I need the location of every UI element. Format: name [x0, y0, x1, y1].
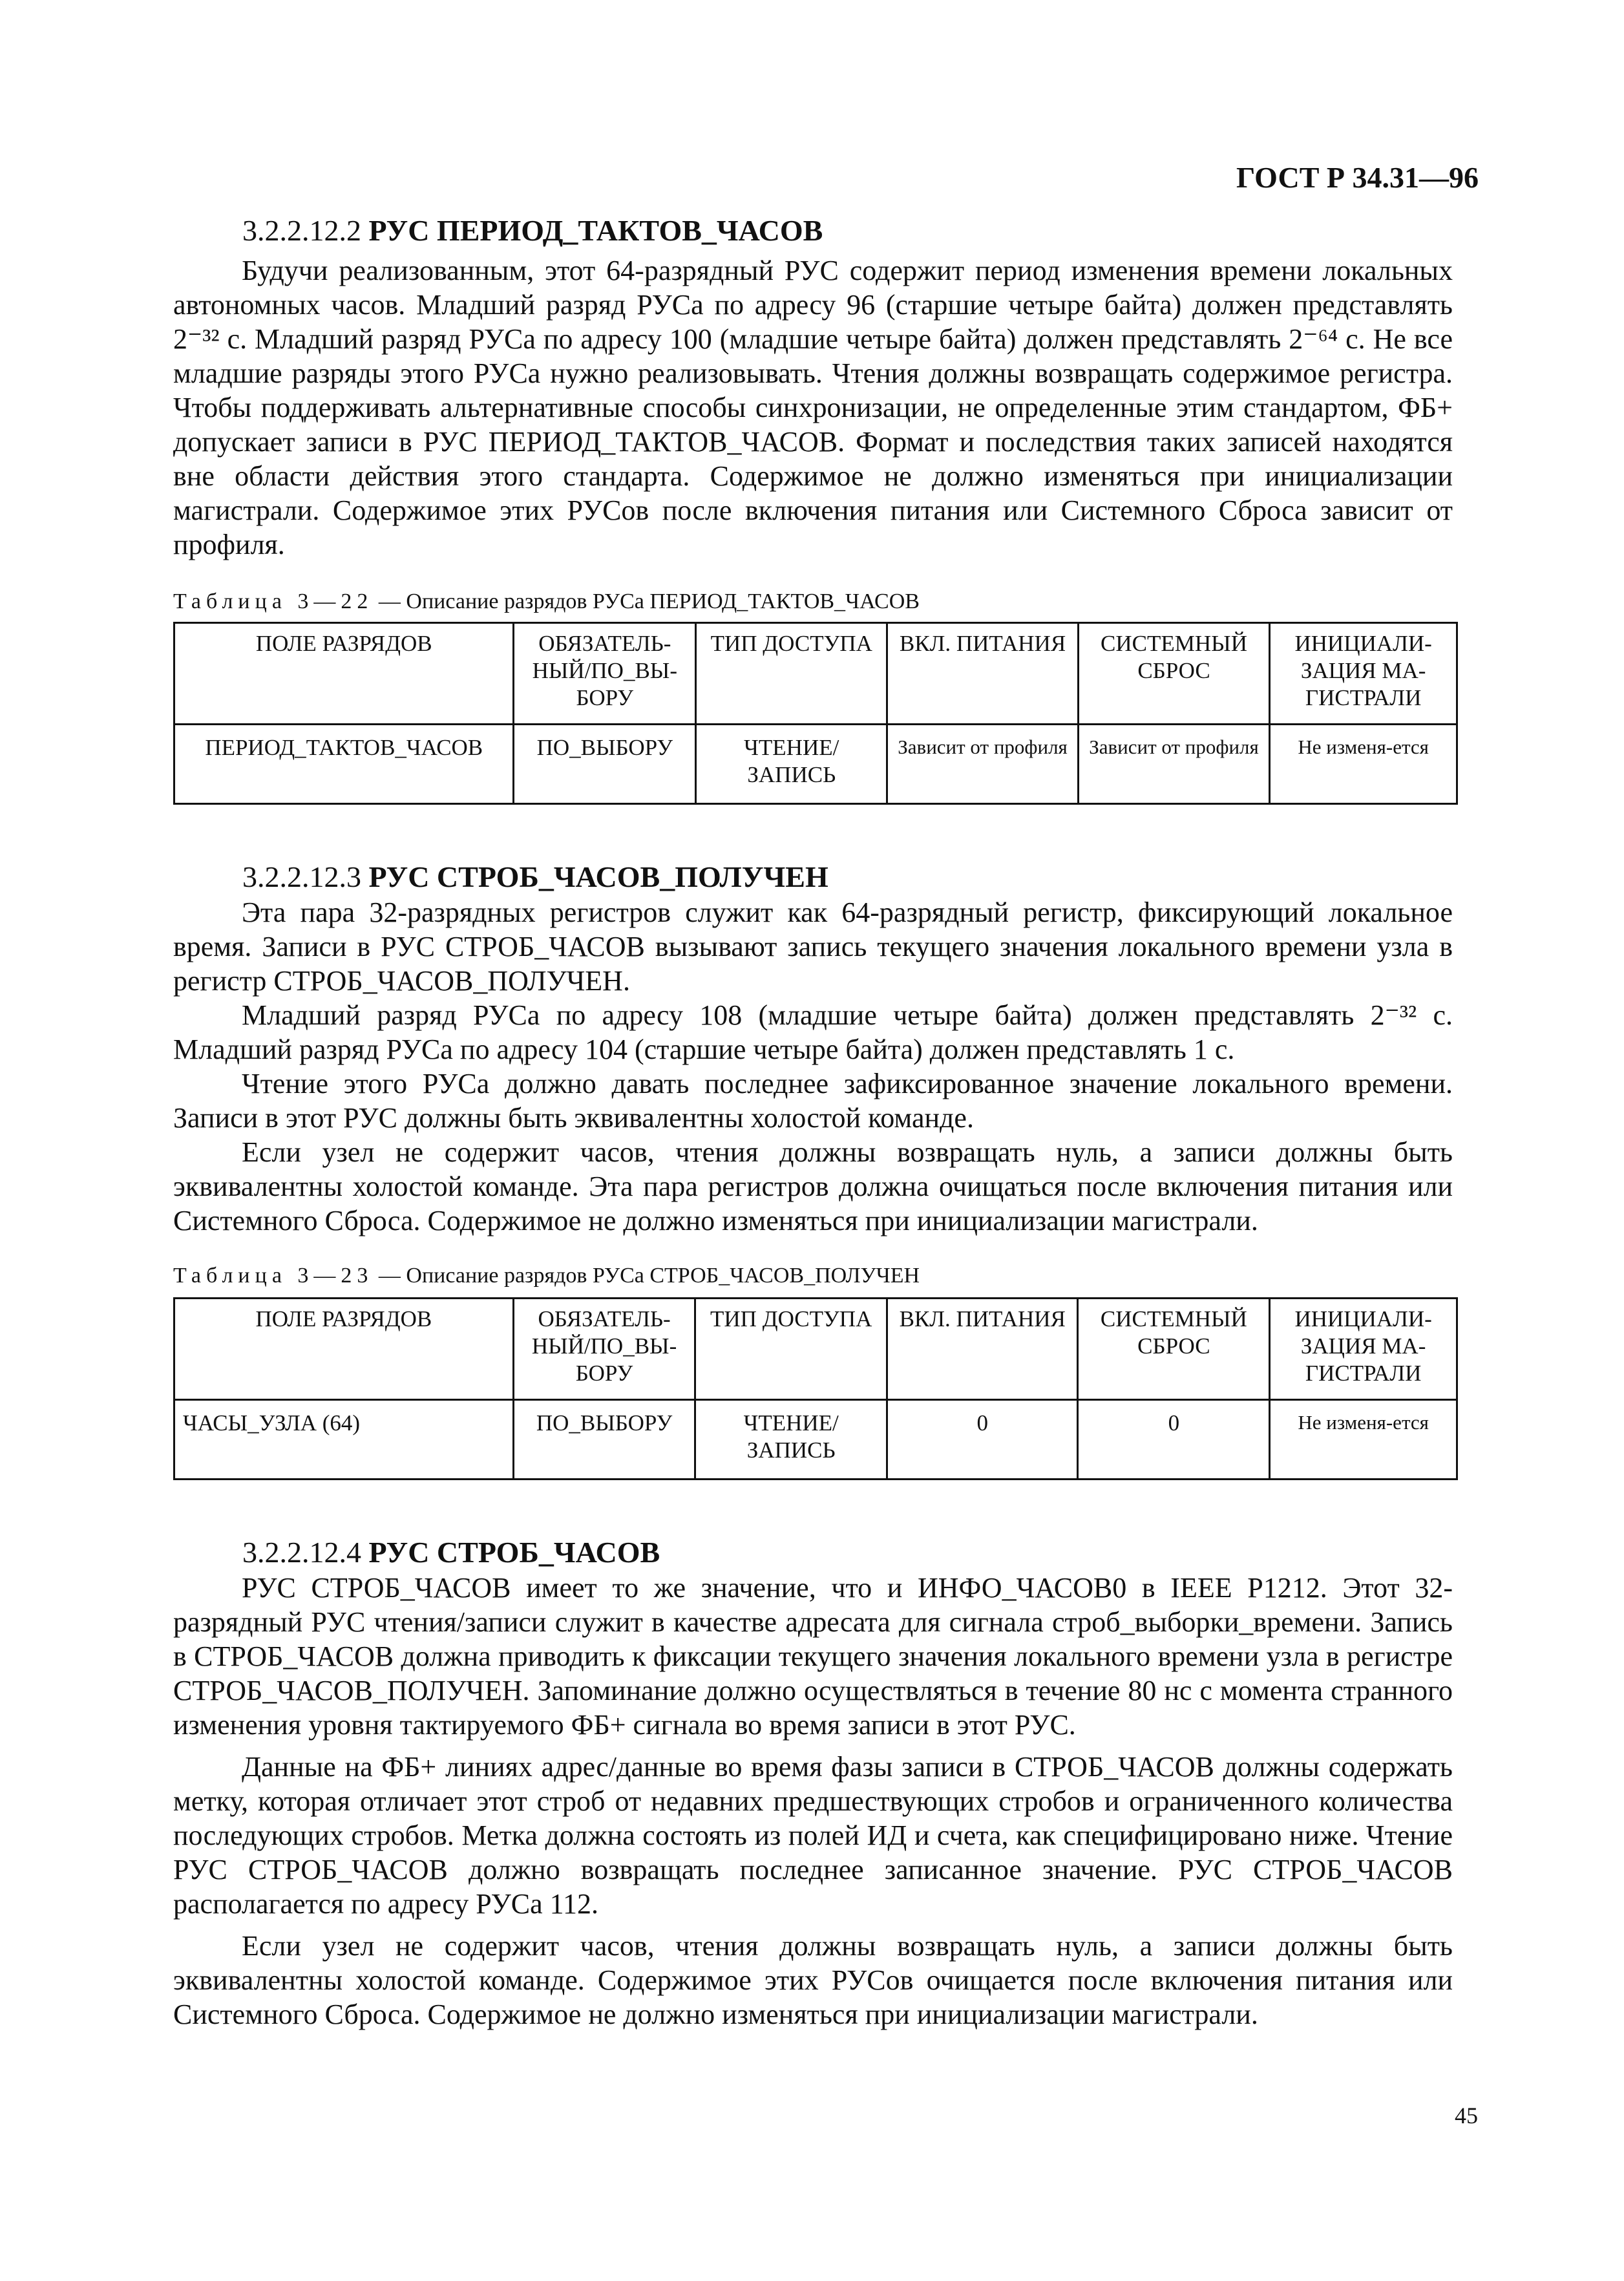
table-header-row — [174, 623, 1457, 725]
table-header-cell: ТИП ДОСТУПА — [695, 1299, 887, 1400]
table-header-cell: ИНИЦИАЛИ-ЗАЦИЯ МА-ГИСТРАЛИ — [1270, 1299, 1457, 1400]
table-header-cell: ПОЛЕ РАЗРЯДОВ — [174, 623, 514, 725]
section-body — [173, 895, 1453, 1238]
section-body — [173, 253, 1453, 562]
paragraph: Эта пара 32-разрядных регистров служит как 64-разрядный регистр, фиксирующий локальное время. Записи в РУС СТРОБ_ЧАСОВ вызывают запись текущего значения локального времени узла в регистр СТРОБ_ЧАСОВ_ПОЛУЧЕН. — [173, 896, 1453, 997]
table-header-cell: ОБЯЗАТЕЛЬ-НЫЙ/ПО_ВЫ-БОРУ — [513, 1299, 695, 1400]
paragraph: РУС СТРОБ_ЧАСОВ имеет то же значение, что и ИНФО_ЧАСОВ0 в IEEE P1212. Этот 32-разрядный РУС чтения/записи служит в качестве адресата для сигнала строб_выборки_времени. Запись в СТРОБ_ЧАСОВ должна приводить к фиксации текущего значения локального времени узла в регистре СТРОБ_ЧАСОВ_ПОЛУЧЕН. Запоминание должно осуществляться в течение 80 нс с момента странного изменения уровня тактируемого ФБ+ сигнала во время записи в этот РУС. — [173, 1572, 1453, 1741]
paragraph: Будучи реализованным, этот 64-разрядный РУС содержит период изменения времени локальных автономных часов. Младший разряд РУСа по адресу 96 (старшие четыре байта) должен представлять 2⁻³² с. Младший разряд РУСа по адресу 100 (младшие четыре байта) должен представлять 2⁻⁶⁴ с. Не все младшие разряды этого РУСа нужно реализовывать. Чтения должны возвращать содержимое регистра. Чтобы поддерживать альтернативные способы синхронизации, не определенные этим стандартом, ФБ+ допускает записи в РУС ПЕРИОД_ТАКТОВ_ЧАСОВ. Формат и последствия таких записей находятся вне области действия этого стандарта. Содержимое не должно изменяться при инициализации магистрали. Содержимое этих РУСов после включения питания или Системного Сброса зависит от профиля. — [173, 255, 1453, 560]
section-number: 3.2.2.12.2 — [242, 214, 361, 247]
paragraph: Если узел не содержит часов, чтения должны возвращать нуль, а записи должны быть эквивалентны холостой команде. Содержимое этих РУСов очищается после включения питания или Системного Сброса. Содержимое не должно изменяться при инициализации магистрали. — [173, 1930, 1453, 2030]
paragraph: Данные на ФБ+ линиях адрес/данные во время фазы записи в СТРОБ_ЧАСОВ должны содержать метку, которая отличает этот строб от недавних предшествующих стробов и ограниченного количества последующих стробов. Метка должна состоять из полей ИД и счета, как специфицировано ниже. Чтение РУС СТРОБ_ЧАСОВ должно возвращать последнее записанное значение. РУС СТРОБ_ЧАСОВ располагается по адресу РУСа 112. — [173, 1751, 1453, 1920]
register-table — [173, 1297, 1458, 1480]
table-header-cell: СИСТЕМНЫЙ СБРОС — [1078, 623, 1270, 725]
table-caption — [173, 1264, 920, 1288]
table-cell: Зависит от профиля — [1078, 725, 1270, 804]
register-table — [173, 622, 1458, 805]
table-cell: Зависит от профиля — [887, 725, 1078, 804]
table-header-cell: ТИП ДОСТУПА — [696, 623, 887, 725]
section-title: РУС ПЕРИОД_ТАКТОВ_ЧАСОВ — [368, 214, 823, 247]
section-heading — [242, 860, 828, 894]
section-heading — [242, 1535, 660, 1569]
table-header-cell: ВКЛ. ПИТАНИЯ — [887, 623, 1078, 725]
table-cell: ЧТЕНИЕ/ ЗАПИСЬ — [695, 1400, 887, 1480]
section-title: РУС СТРОБ_ЧАСОВ — [368, 1536, 660, 1569]
table-cell: 0 — [1078, 1400, 1270, 1480]
table-header-cell: ОБЯЗАТЕЛЬ-НЫЙ/ПО_ВЫ-БОРУ — [514, 623, 696, 725]
table-cell: ПО_ВЫБОРУ — [513, 1400, 695, 1480]
table-caption-text: — Описание разрядов РУСа ПЕРИОД_ТАКТОВ_ЧАСОВ — [373, 589, 920, 613]
paragraph: Младший разряд РУСа по адресу 108 (младшие четыре байта) должен представлять 2⁻³² с. Младший разряд РУСа по адресу 104 (старшие четыре байта) должен представлять 1 с. — [173, 999, 1453, 1065]
table-row — [174, 725, 1457, 804]
document-header: ГОСТ Р 34.31—96 — [1236, 161, 1479, 194]
table-caption-text: — Описание разрядов РУСа СТРОБ_ЧАСОВ_ПОЛУЧЕН — [373, 1264, 920, 1288]
section-number: 3.2.2.12.3 — [242, 860, 361, 893]
section-body — [173, 1571, 1453, 2032]
table-cell: ПО_ВЫБОРУ — [514, 725, 696, 804]
paragraph: Чтение этого РУСа должно давать последнее зафиксированное значение локального времени. Записи в этот РУС должны быть эквивалентны холостой команде. — [173, 1068, 1453, 1134]
table-header-cell: СИСТЕМНЫЙ СБРОС — [1078, 1299, 1270, 1400]
table-cell: ПЕРИОД_ТАКТОВ_ЧАСОВ — [174, 725, 514, 804]
table-header-row — [174, 1299, 1457, 1400]
table-cell: ЧАСЫ_УЗЛА (64) — [174, 1400, 514, 1480]
table-cell: Не изменя-ется — [1270, 1400, 1457, 1480]
paragraph: Если узел не содержит часов, чтения должны возвращать нуль, а записи должны быть эквивалентны холостой команде. Эта пара регистров должна очищаться после включения питания или Системного Сброса. Содержимое не должно изменяться при инициализации магистрали. — [173, 1136, 1453, 1236]
page-number: 45 — [1455, 2103, 1478, 2128]
table-row — [174, 1400, 1457, 1480]
table-cell: 0 — [887, 1400, 1078, 1480]
section-heading — [242, 213, 823, 248]
table-caption-label: Таблица 3—22 — [173, 589, 374, 613]
table-cell: ЧТЕНИЕ/ ЗАПИСЬ — [696, 725, 887, 804]
section-number: 3.2.2.12.4 — [242, 1536, 361, 1569]
table-header-cell: ВКЛ. ПИТАНИЯ — [887, 1299, 1078, 1400]
section-title: РУС СТРОБ_ЧАСОВ_ПОЛУЧЕН — [368, 860, 828, 893]
table-caption-label: Таблица 3—23 — [173, 1264, 374, 1288]
table-header-cell: ИНИЦИАЛИ-ЗАЦИЯ МА-ГИСТРАЛИ — [1270, 623, 1457, 725]
table-cell: Не изменя-ется — [1270, 725, 1457, 804]
table-caption — [173, 589, 920, 614]
table-header-cell: ПОЛЕ РАЗРЯДОВ — [174, 1299, 514, 1400]
